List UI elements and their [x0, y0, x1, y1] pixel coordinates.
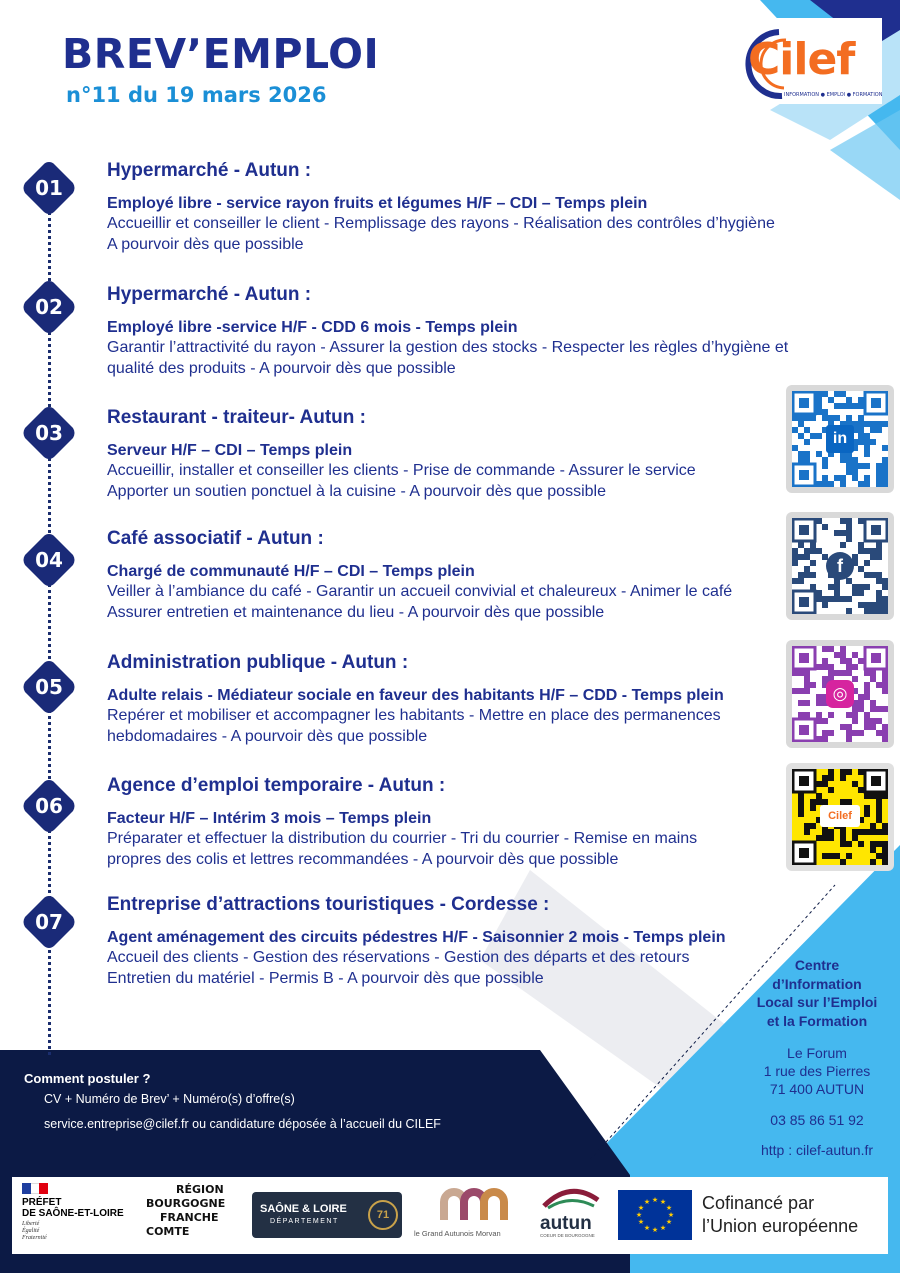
offer-number: 02 — [35, 295, 63, 319]
offer-employer: Hypermarché - Autun : — [107, 160, 312, 181]
instagram-icon: ◎ — [826, 680, 854, 708]
offer-description-line: Assurer entretien et maintenance du lieu - A pourvoir dès que possible — [107, 603, 605, 621]
apply-requirements: CV + Numéro de Brev’ + Numéro(s) d’offre(s) — [44, 1092, 295, 1106]
offer-number: 03 — [35, 421, 63, 445]
offer-description-line: Repérer et mobiliser et accompagner les habitants - Mettre en place des permanences — [107, 707, 721, 724]
offer-job-title: Agent aménagement des circuits pédestres H/F - Saisonnier 2 mois - Temps plein — [107, 929, 726, 946]
qr-code[interactable] — [786, 385, 894, 493]
offer-description-line: A pourvoir dès que possible — [107, 235, 304, 253]
apply-email-link[interactable]: service.entreprise@cilef.fr ou candidature déposée à l’accueil du CILEF — [44, 1117, 441, 1131]
offer-description-line: hebdomadaires - A pourvoir dès que possible — [107, 727, 428, 745]
department-71-badge: 71 — [368, 1200, 398, 1230]
offer-description-line: Accueillir, installer et conseiller les clients - Prise de commande - Assurer le service — [107, 462, 696, 479]
svg-text:★: ★ — [643, 1224, 651, 1232]
svg-text:★: ★ — [637, 1204, 645, 1212]
svg-text:★: ★ — [665, 1218, 673, 1226]
svg-text:★: ★ — [637, 1218, 645, 1226]
svg-text:★: ★ — [667, 1211, 675, 1219]
eu-cofinance-text: Cofinancé par l’Union européenne — [702, 1193, 859, 1236]
offer-number: 01 — [35, 176, 63, 200]
offer-employer: Restaurant - traiteur- Autun : — [107, 407, 366, 428]
offer-number-badge — [21, 778, 77, 834]
offer-number: 05 — [35, 675, 63, 699]
issue-date: n°11 du 19 mars 2026 — [66, 83, 327, 107]
grand-autunois-logo: le Grand Autunois Morvan — [414, 1186, 526, 1241]
contact-block — [742, 956, 892, 1158]
logo-wordmark: Cilef — [748, 34, 855, 85]
offer-job-title: Employé libre - service rayon fruits et légumes H/F – CDI – Temps plein — [107, 195, 648, 212]
svg-text:★: ★ — [643, 1198, 651, 1206]
offer-number-badge — [21, 894, 77, 950]
saone-et-loire-logo: SAÔNE & LOIRE DÉPARTEMENT 71 — [252, 1192, 402, 1238]
offer-number: 04 — [35, 548, 63, 572]
job-offer — [107, 528, 817, 623]
region-bfc-logo: RÉGION BOURGOGNE FRANCHE COMTE — [146, 1183, 226, 1238]
svg-text:★: ★ — [665, 1204, 673, 1212]
newsletter-title: BREV’EMPLOI — [62, 30, 380, 78]
qr-code[interactable] — [786, 763, 894, 871]
offer-employer: Administration publique - Autun : — [107, 652, 409, 673]
offer-description-line: Apporter un soutien ponctuel à la cuisine - A pourvoir dès que possible — [107, 482, 606, 500]
offer-job-title: Adulte relais - Médiateur sociale en faveur des habitants H/F – CDD - Temps plein — [107, 687, 724, 704]
qr-code[interactable] — [786, 512, 894, 620]
offer-number-badge — [21, 532, 77, 588]
offer-job-title: Serveur H/F – CDI – Temps plein — [107, 442, 353, 459]
offer-employer: Café associatif - Autun : — [107, 528, 324, 549]
autun-logo: autun COEUR DE BOURGOGNE — [540, 1184, 602, 1246]
job-offer — [107, 652, 817, 747]
job-offer — [107, 160, 817, 255]
offer-description-line: Entretien du matériel - Permis B - A pourvoir dès que possible — [107, 969, 544, 987]
offer-description-line: Veiller à l’ambiance du café - Garantir un accueil convivial et chaleureux - Animer le café — [107, 583, 733, 600]
svg-text:★: ★ — [651, 1226, 659, 1234]
offer-employer: Hypermarché - Autun : — [107, 284, 312, 305]
offer-description-line: Préparater et effectuer la distribution du courrier - Tri du courrier - Remise en mains — [107, 830, 698, 847]
apply-title: Comment postuler ? — [24, 1071, 151, 1086]
offer-number: 06 — [35, 794, 63, 818]
offer-number-badge — [21, 659, 77, 715]
offer-description-line: qualité des produits - A pourvoir dès que possible — [107, 359, 456, 377]
job-offer — [107, 894, 817, 989]
contact-phone[interactable]: 03 85 86 51 92 — [770, 1112, 864, 1128]
autun-swoosh-icon — [540, 1184, 602, 1210]
offer-number-badge — [21, 279, 77, 335]
offer-description-line: Garantir l’attractivité du rayon - Assurer la gestion des stocks - Respecter les règles d’hygiène et — [107, 339, 789, 356]
grand-autunois-mark-icon — [414, 1186, 526, 1222]
offer-job-title: Facteur H/F – Intérim 3 mois – Temps plein — [107, 810, 432, 827]
cilef-icon: Cilef — [820, 805, 860, 827]
offer-number-badge — [21, 405, 77, 461]
offer-employer: Entreprise d’attractions touristiques - Cordesse : — [107, 894, 550, 915]
job-offer — [107, 407, 817, 502]
prefet-logo: PRÉFET DE SAÔNE-ET-LOIRE Liberté Égalité Fraternité — [22, 1183, 137, 1248]
offer-description-line: Accueillir et conseiller le client - Remplissage des rayons - Réalisation des contrôles d’hygiène — [107, 215, 775, 232]
qr-code[interactable] — [786, 640, 894, 748]
eu-stars-icon — [618, 1190, 692, 1240]
contact-website-link[interactable]: http : cilef-autun.fr — [760, 1142, 874, 1158]
job-offer — [107, 284, 817, 379]
svg-text:★: ★ — [635, 1211, 643, 1219]
svg-text:★: ★ — [659, 1224, 667, 1232]
contact-address: Le Forum 1 rue des Pierres 71 400 AUTUN — [763, 1045, 871, 1097]
svg-text:★: ★ — [659, 1198, 667, 1206]
job-offer — [107, 775, 817, 870]
offer-number: 07 — [35, 910, 63, 934]
offer-description-line: propres des colis et lettres recommandées - A pourvoir dès que possible — [107, 850, 619, 868]
offer-description-line: Accueil des clients - Gestion des réservations - Gestion des départs et des retours — [107, 949, 690, 966]
facebook-icon: f — [826, 552, 854, 580]
logo-tagline: INFORMATION ● EMPLOI ● FORMATION — [784, 92, 883, 98]
svg-text:★: ★ — [651, 1196, 659, 1204]
offer-number-badge — [21, 160, 77, 216]
french-flag-icon — [22, 1183, 48, 1194]
contact-organisation: Centre d’Information Local sur l’Emploi et la Formation — [756, 957, 878, 1029]
offer-employer: Agence d’emploi temporaire - Autun : — [107, 775, 446, 796]
offer-job-title: Employé libre -service H/F - CDD 6 mois - Temps plein — [107, 319, 518, 336]
linkedin-icon: in — [826, 425, 854, 453]
offer-job-title: Chargé de communauté H/F – CDI – Temps plein — [107, 563, 475, 580]
